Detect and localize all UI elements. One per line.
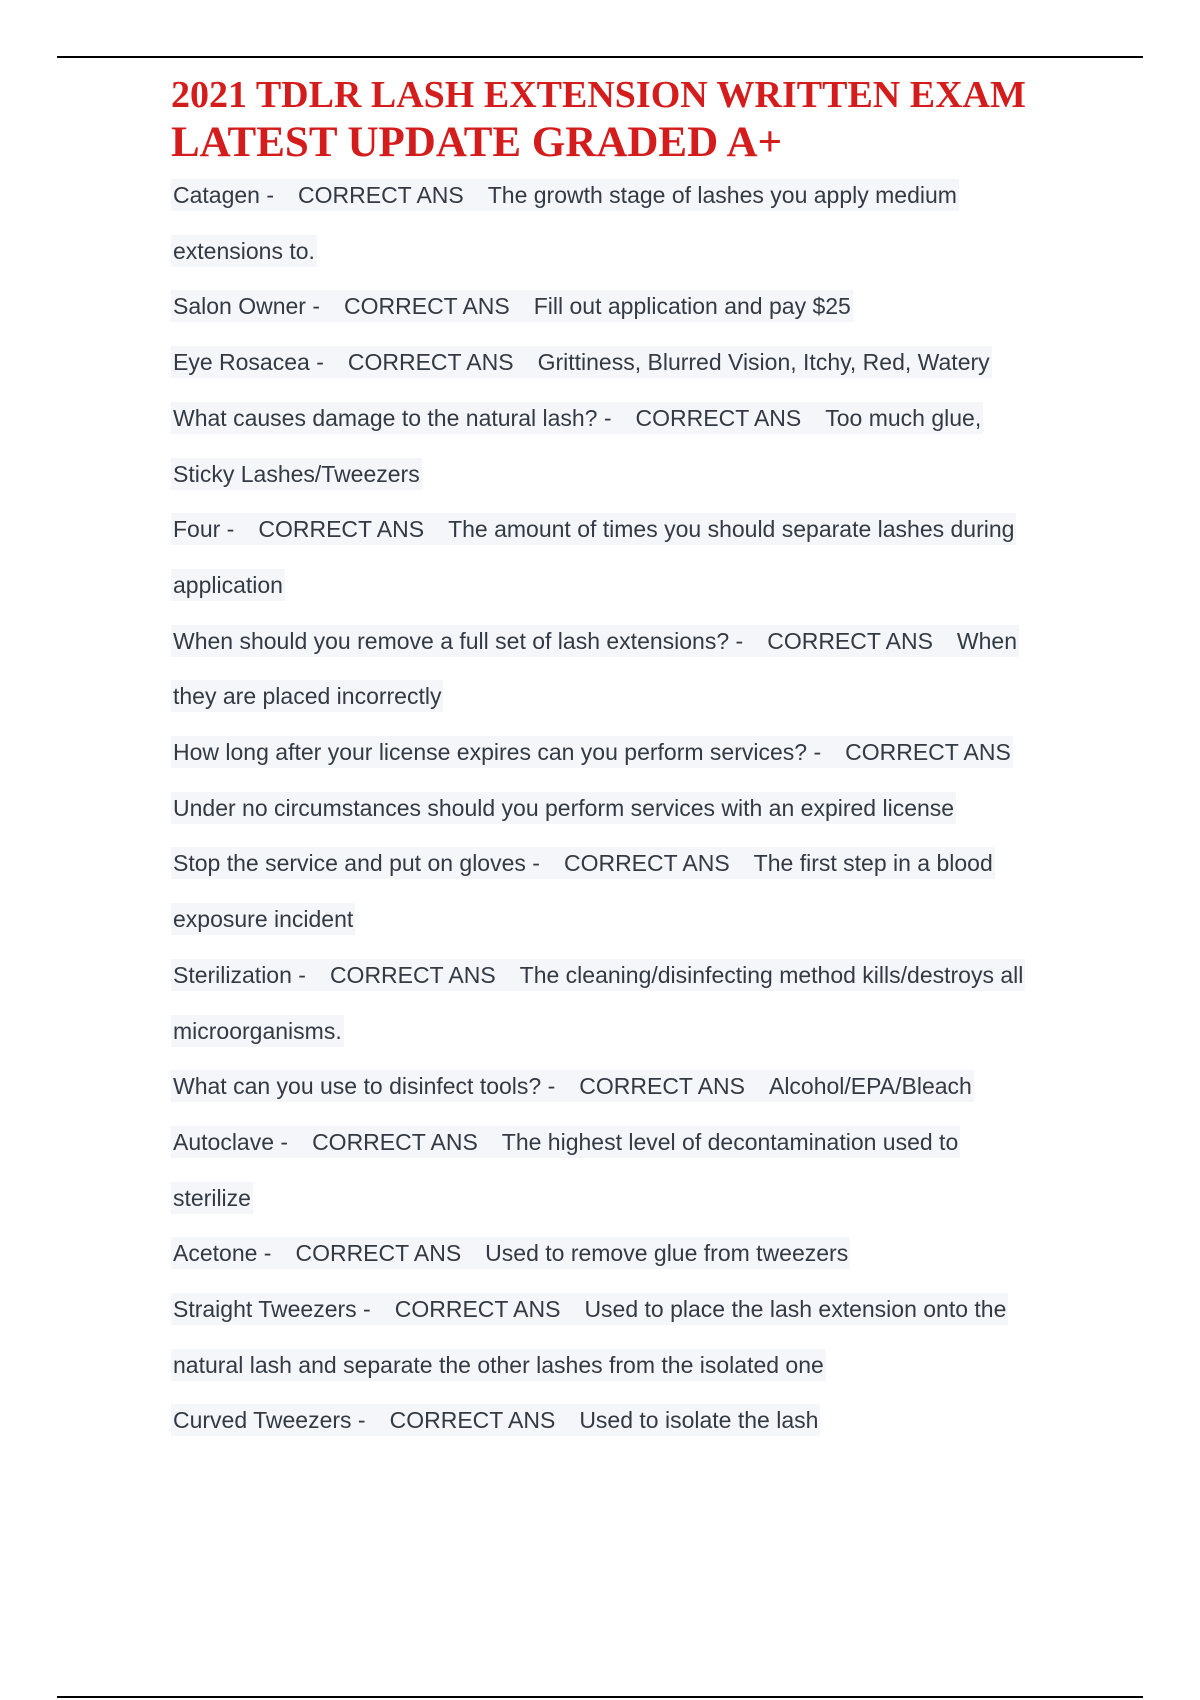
question-text: Curved Tweezers - (173, 1407, 366, 1434)
question-text: When should you remove a full set of lash extensions? - (173, 627, 744, 654)
qa-item (171, 836, 1091, 892)
qa-item (171, 948, 1091, 1004)
qa-continuation (171, 1171, 1091, 1227)
answer-text: The first step in a blood (753, 850, 993, 877)
qa-continuation (171, 558, 1091, 614)
answer-text: Alcohol/EPA/Bleach (768, 1073, 972, 1100)
top-rule (57, 56, 1143, 58)
qa-item-text (171, 402, 983, 434)
question-text: What can you use to disinfect tools? - (173, 1073, 556, 1100)
qa-item-text (171, 1404, 820, 1436)
qa-list (171, 168, 1091, 1449)
qa-item (171, 1226, 1091, 1282)
continuation-text: natural lash and separate the other lashes from the isolated one (171, 1349, 826, 1381)
qa-item-text (171, 847, 995, 879)
continuation-text: microorganisms. (171, 1015, 344, 1047)
continuation-text: Under no circumstances should you perform services with an expired license (171, 792, 956, 824)
qa-item-text (171, 179, 959, 211)
answer-text: Too much glue, (825, 404, 982, 431)
answer-text: The highest level of decontamination used to (501, 1128, 959, 1155)
question-text: Stop the service and put on gloves - (173, 850, 540, 877)
correct-ans-marker: CORRECT ANS (344, 293, 510, 320)
qa-item (171, 391, 1091, 447)
bottom-rule (57, 1696, 1143, 1698)
qa-continuation (171, 1338, 1091, 1394)
question-text: Straight Tweezers - (173, 1296, 371, 1323)
qa-item-text (171, 736, 1013, 768)
title-line-1: 2021 TDLR LASH EXTENSION WRITTEN EXAM (171, 74, 1026, 116)
correct-ans-marker: CORRECT ANS (298, 182, 464, 208)
answer-text: Used to place the lash extension onto the (584, 1296, 1007, 1323)
question-text: Eye Rosacea - (173, 349, 324, 376)
document-title (171, 72, 1091, 168)
qa-item-text (171, 1293, 1008, 1325)
qa-continuation (171, 892, 1091, 948)
continuation-text: Sticky Lashes/Tweezers (171, 458, 422, 490)
question-text: How long after your license expires can you perform services? - (173, 739, 822, 766)
title-line-2: LATEST UPDATE GRADED A+ (171, 119, 783, 166)
qa-item (171, 168, 1091, 224)
qa-item-text (171, 1070, 974, 1102)
correct-ans-marker: CORRECT ANS (347, 349, 514, 376)
qa-item-text (171, 1126, 960, 1158)
qa-continuation (171, 669, 1091, 725)
continuation-text: application (171, 569, 285, 601)
qa-continuation (171, 224, 1091, 280)
qa-item-text (171, 513, 1016, 545)
qa-item (171, 335, 1091, 391)
qa-item (171, 1059, 1091, 1115)
qa-item-text (171, 1237, 850, 1269)
qa-item (171, 1282, 1091, 1338)
qa-item-text (171, 625, 1019, 657)
correct-ans-marker: CORRECT ANS (295, 1240, 462, 1267)
qa-item-text (171, 959, 1025, 991)
question-text: Catagen - (173, 182, 275, 208)
answer-text: The amount of times you should separate lashes during (448, 516, 1015, 543)
document-body (171, 72, 1091, 1449)
question-text: Autoclave - (173, 1128, 289, 1155)
qa-continuation (171, 447, 1091, 503)
answer-text: When (956, 627, 1018, 654)
correct-ans-marker: CORRECT ANS (845, 739, 1011, 766)
correct-ans-marker: CORRECT ANS (767, 627, 933, 654)
qa-item (171, 502, 1091, 558)
continuation-text: they are placed incorrectly (171, 680, 443, 712)
correct-ans-marker: CORRECT ANS (389, 1407, 556, 1434)
qa-continuation (171, 781, 1091, 837)
answer-text: Used to isolate the lash (579, 1407, 819, 1434)
answer-text: The growth stage of lashes you apply medium (487, 182, 957, 208)
correct-ans-marker: CORRECT ANS (563, 850, 730, 877)
correct-ans-marker: CORRECT ANS (394, 1296, 561, 1323)
answer-text: Fill out application and pay $25 (533, 293, 851, 320)
correct-ans-marker: CORRECT ANS (579, 1073, 745, 1100)
correct-ans-marker: CORRECT ANS (258, 516, 425, 543)
answer-text: Used to remove glue from tweezers (485, 1240, 849, 1267)
correct-ans-marker: CORRECT ANS (312, 1128, 478, 1155)
qa-continuation (171, 1004, 1091, 1060)
answer-text: The cleaning/disinfecting method kills/destroys all (519, 961, 1024, 988)
question-text: Salon Owner - (173, 293, 321, 320)
correct-ans-marker: CORRECT ANS (635, 404, 802, 431)
question-text: Sterilization - (173, 961, 306, 988)
answer-text: Grittiness, Blurred Vision, Itchy, Red, Watery (537, 349, 990, 376)
qa-item-text (171, 346, 992, 378)
qa-item (171, 279, 1091, 335)
qa-item (171, 1115, 1091, 1171)
qa-item (171, 1393, 1091, 1449)
qa-item-text (171, 290, 853, 322)
continuation-text: extensions to. (171, 235, 317, 267)
qa-item (171, 725, 1091, 781)
continuation-text: sterilize (171, 1182, 253, 1214)
correct-ans-marker: CORRECT ANS (329, 961, 496, 988)
question-text: What causes damage to the natural lash? - (173, 404, 612, 431)
continuation-text: exposure incident (171, 903, 355, 935)
qa-item (171, 614, 1091, 670)
question-text: Four - (173, 516, 235, 543)
question-text: Acetone - (173, 1240, 272, 1267)
